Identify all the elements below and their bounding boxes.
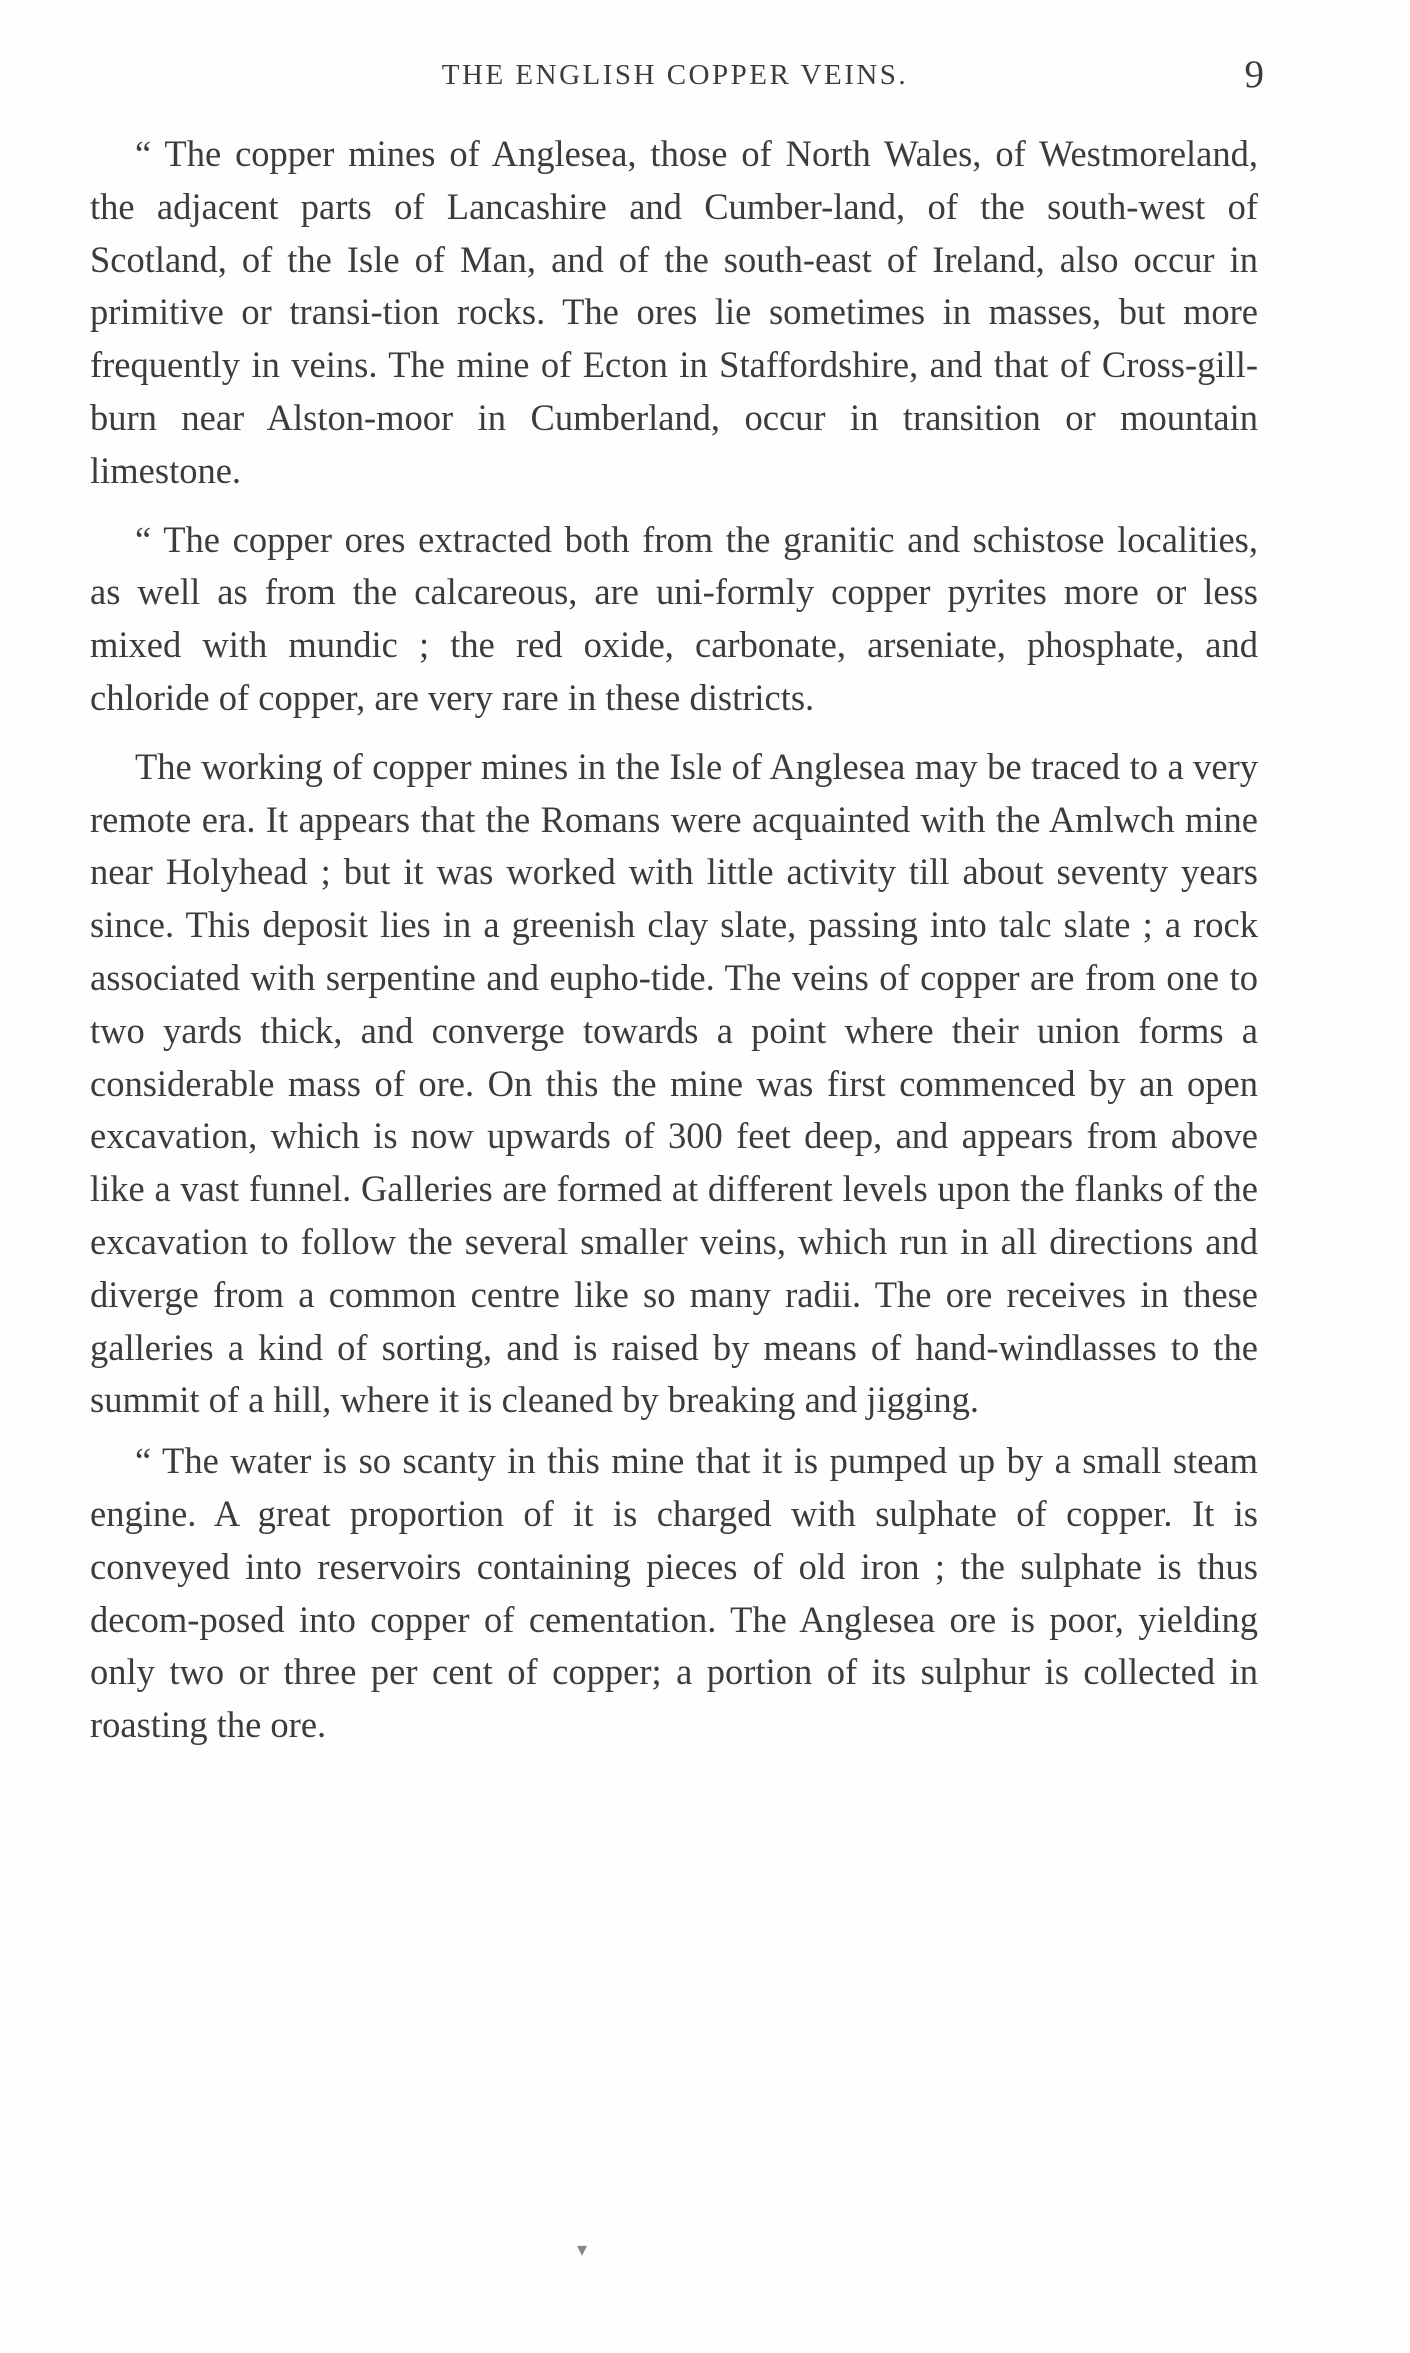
paragraph-3: The working of copper mines in the Isle of Anglesea may be traced to a very remote era. It appears that the Romans were acquainted with the Amlwch mine near Holyhead ; but it was worked with little activity till about seventy years since. This deposit lies in a greenish clay slate, passing into talc slate ; a rock associated with serpentine and eupho-tide. The veins of copper are from one to two yards thick, and converge towards a point where their union forms a considerable mass of ore. On this the mine was first commenced by an open excavation, which is now upwards of 300 feet deep, and appears from above like a vast funnel. Galleries are formed at different levels upon the flanks of the excavation to follow the several smaller veins, which run in all directions and diverge from a common centre like so many radii. The ore receives in these galleries a kind of sorting, and is raised by means of hand-windlasses to the summit of a hill, where it is cleaned by breaking and jigging. <box>90 745 1258 1421</box>
paragraph-4: “ The water is so scanty in this mine that it is pumped up by a small steam engine. A great proportion of it is charged with sulphate of copper. It is conveyed into reservoirs containing pieces of old iron ; the sulphate is thus decom-posed into copper of cementation. The Anglesea ore is poor, yielding only two or three per cent of copper; a portion of its sulphur is collected in roasting the ore. <box>90 1440 1258 1746</box>
body-text <box>90 128 1258 1752</box>
running-head <box>90 50 1264 100</box>
page-number: 9 <box>1244 53 1264 96</box>
printer-mark: ▾ <box>577 2239 588 2261</box>
paragraph-2: “ The copper ores extracted both from the granitic and schistose localities, as well as from the calcareous, are uni-formly copper pyrites more or less mixed with mundic ; the red oxide, carbonate, arseniate, phosphate, and chloride of copper, are very rare in these districts. <box>90 518 1258 718</box>
running-title: THE ENGLISH COPPER VEINS. <box>441 59 909 91</box>
paragraph-1: “ The copper mines of Anglesea, those of North Wales, of Westmoreland, the adjacent parts of Lancashire and Cumber-land, of the south-west of Scotland, of the Isle of Man, and of the south-east of Ireland, also occur in primitive or transi-tion rocks. The ores lie sometimes in masses, but more frequently in veins. The mine of Ecton in Staffordshire, and that of Cross-gill-burn near Alston-moor in Cumberland, occur in transition or mountain limestone. <box>90 133 1258 491</box>
